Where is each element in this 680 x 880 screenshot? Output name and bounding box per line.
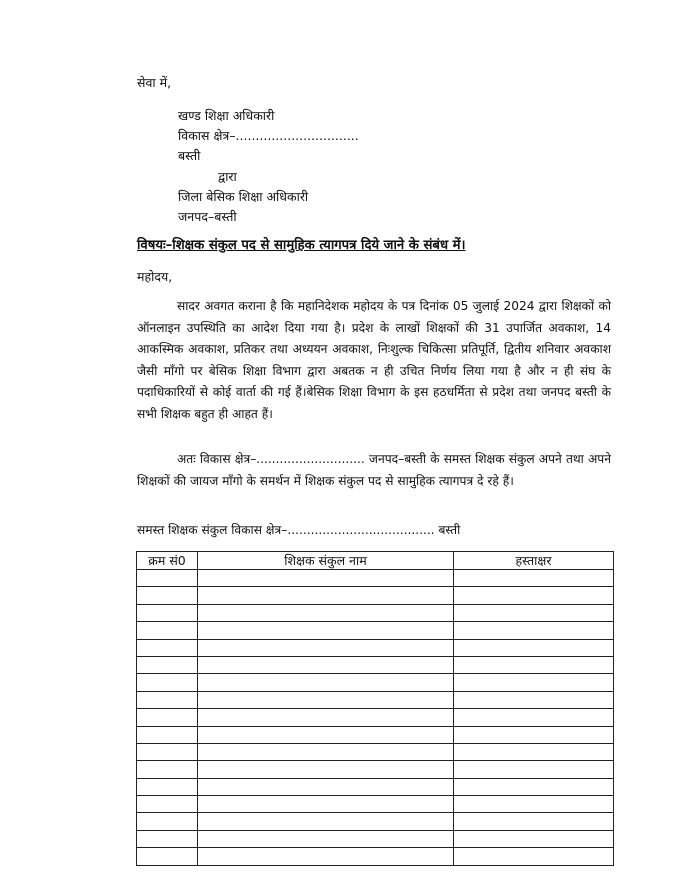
recipient-designation: खण्ड शिक्षा अधिकारी <box>178 108 275 123</box>
table-row <box>137 691 614 708</box>
recipient-block: विकास क्षेत्र–............................... <box>178 128 359 143</box>
signature-cell <box>454 604 614 621</box>
col-header-name: शिक्षक संकुल नाम <box>198 552 454 570</box>
serial-cell <box>137 761 198 778</box>
signature-cell <box>454 796 614 813</box>
name-cell <box>198 691 454 708</box>
name-cell <box>198 778 454 795</box>
serial-cell <box>137 622 198 639</box>
name-cell <box>198 726 454 743</box>
recipient-district: बस्ती <box>178 148 201 163</box>
serial-cell <box>137 691 198 708</box>
signature-cell <box>454 622 614 639</box>
serial-cell <box>137 743 198 760</box>
table-row <box>137 587 614 604</box>
signature-cell <box>454 587 614 604</box>
greeting: महोदय, <box>137 269 173 284</box>
serial-cell <box>137 796 198 813</box>
table-row <box>137 830 614 847</box>
name-cell <box>198 639 454 656</box>
serial-cell <box>137 656 198 673</box>
serial-cell <box>137 830 198 847</box>
serial-cell <box>137 674 198 691</box>
serial-cell <box>137 726 198 743</box>
table-row <box>137 622 614 639</box>
signature-cell <box>454 674 614 691</box>
col-header-signature: हस्ताक्षर <box>454 552 614 570</box>
name-cell <box>198 848 454 865</box>
recipient-janpad: जनपद–बस्ती <box>178 209 237 224</box>
signature-cell <box>454 778 614 795</box>
table-row <box>137 813 614 830</box>
serial-cell <box>137 709 198 726</box>
body-paragraph-1: सादर अवगत कराना है कि महानिदेशक महोदय के पत्र दिनांक 05 जुलाई 2024 द्वारा शिक्षकों को ऑनलाइन उपस्थिति का आदेश दिया गया है। प्रदेश के लाखों शिक्षकों की 31 उपार्जित अवकाश, 14 आकस्मिक अवकाश, प्रतिकर तथा अध्ययन अवकाश, निःशुल्क चिकित्सा प्रतिपूर्ति, द्वितीय शनिवार अवकाश जैसी माँगो पर बेसिक शिक्षा विभाग द्वारा अबतक न ही उचित निर्णय लिया गया है और न ही संघ के पदाधिकारियों से कोई वार्ता की गई हैं।बेसिक शिक्षा विभाग के इस हठधर्मिता से प्रदेश तथा जनपद बस्ती के सभी शिक्षक बहुत ही आहत हैं। <box>137 299 611 421</box>
name-cell <box>198 743 454 760</box>
serial-cell <box>137 587 198 604</box>
table-row <box>137 570 614 587</box>
table-row <box>137 761 614 778</box>
signature-cell <box>454 656 614 673</box>
serial-cell <box>137 848 198 865</box>
serial-cell <box>137 813 198 830</box>
signature-cell <box>454 813 614 830</box>
table-row <box>137 656 614 673</box>
signature-cell <box>454 848 614 865</box>
signature-cell <box>454 691 614 708</box>
recipient-district-officer: जिला बेसिक शिक्षा अधिकारी <box>178 189 309 204</box>
table-row <box>137 604 614 621</box>
table-row <box>137 709 614 726</box>
name-cell <box>198 674 454 691</box>
signature-cell <box>454 709 614 726</box>
table-header-row <box>137 552 614 570</box>
signature-cell <box>454 830 614 847</box>
name-cell <box>198 796 454 813</box>
table-row <box>137 743 614 760</box>
closing-line: समस्त शिक्षक संकुल विकास क्षेत्र–...................................... बस्ती <box>137 523 461 537</box>
signature-cell <box>454 743 614 760</box>
name-cell <box>198 656 454 673</box>
salutation-to: सेवा में, <box>137 75 172 90</box>
signature-table <box>136 551 614 866</box>
name-cell <box>198 709 454 726</box>
table-row <box>137 778 614 795</box>
serial-cell <box>137 778 198 795</box>
col-header-serial: क्रम सं0 <box>137 552 198 570</box>
name-cell <box>198 587 454 604</box>
signature-cell <box>454 570 614 587</box>
body-paragraph-2: अतः विकास क्षेत्र–............................ जनपद–बस्ती के समस्त शिक्षक संकुल अपने तथा अपने शिक्षकों की जायज माँगो के समर्थन में शिक्षक संकुल पद से सामुहिक त्यागपत्र दे रहे हैं। <box>137 452 611 488</box>
table-row <box>137 674 614 691</box>
name-cell <box>198 604 454 621</box>
table-body <box>137 570 614 866</box>
table-row <box>137 848 614 865</box>
serial-cell <box>137 570 198 587</box>
name-cell <box>198 570 454 587</box>
serial-cell <box>137 639 198 656</box>
table-row <box>137 796 614 813</box>
recipient-via: द्वारा <box>218 169 237 184</box>
table-row <box>137 726 614 743</box>
name-cell <box>198 813 454 830</box>
table-row <box>137 639 614 656</box>
name-cell <box>198 761 454 778</box>
signature-cell <box>454 726 614 743</box>
name-cell <box>198 622 454 639</box>
letter-subject: विषयः–शिक्षक संकुल पद से सामुहिक त्यागपत्र दिये जाने के संबंध में। <box>137 238 466 253</box>
name-cell <box>198 830 454 847</box>
signature-cell <box>454 761 614 778</box>
signature-cell <box>454 639 614 656</box>
serial-cell <box>137 604 198 621</box>
